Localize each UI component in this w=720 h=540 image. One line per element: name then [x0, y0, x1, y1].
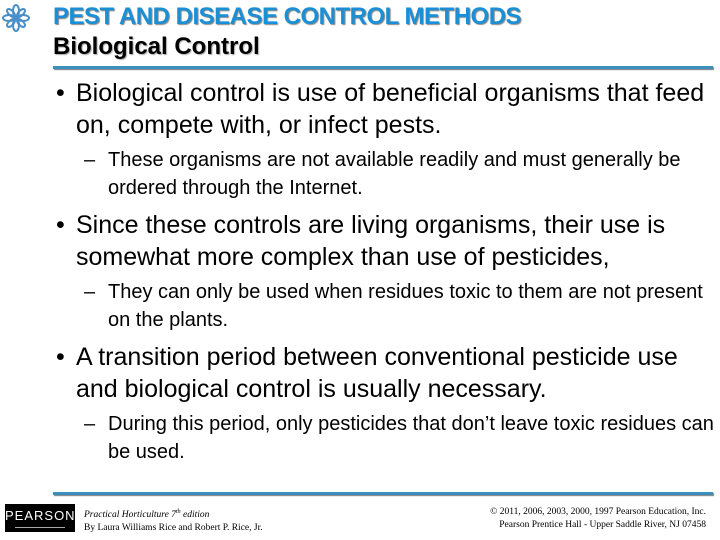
sub-bullet-3: – During this period, only pesticides that don’t leave toxic residues can be used.: [84, 413, 714, 463]
slide-subtitle: Biological Control: [53, 33, 260, 60]
header-divider: [53, 66, 713, 69]
slide-title: PEST AND DISEASE CONTROL METHODS: [53, 3, 522, 30]
footer-book-info: Practical Horticulture 7th edition By Laura Williams Rice and Robert P. Rice, Jr.: [84, 509, 263, 534]
bullet-1: • Biological control is use of beneficial organisms that feed on, compete with, or infect pests.: [56, 79, 705, 139]
footer-divider: [53, 492, 713, 495]
sub-bullet-2: – They can only be used when residues toxic to them are not present on the plants.: [84, 281, 703, 331]
bullet-2: • Since these controls are living organisms, their use is somewhat more complex than use of pesticides,: [56, 211, 666, 271]
pearson-logo: PEARSON: [5, 504, 75, 532]
sub-bullet-1: – These organisms are not available readily and must generally be ordered through the Internet.: [84, 149, 681, 199]
snowflake-flower-icon: [2, 4, 30, 32]
bullet-3: • A transition period between conventional pesticide use and biological control is usually necessary.: [56, 343, 678, 403]
footer-copyright: © 2011, 2006, 2003, 2000, 1997 Pearson Education, Inc. Pearson Prentice Hall - Upper Saddle River, NJ 07458: [490, 507, 706, 530]
